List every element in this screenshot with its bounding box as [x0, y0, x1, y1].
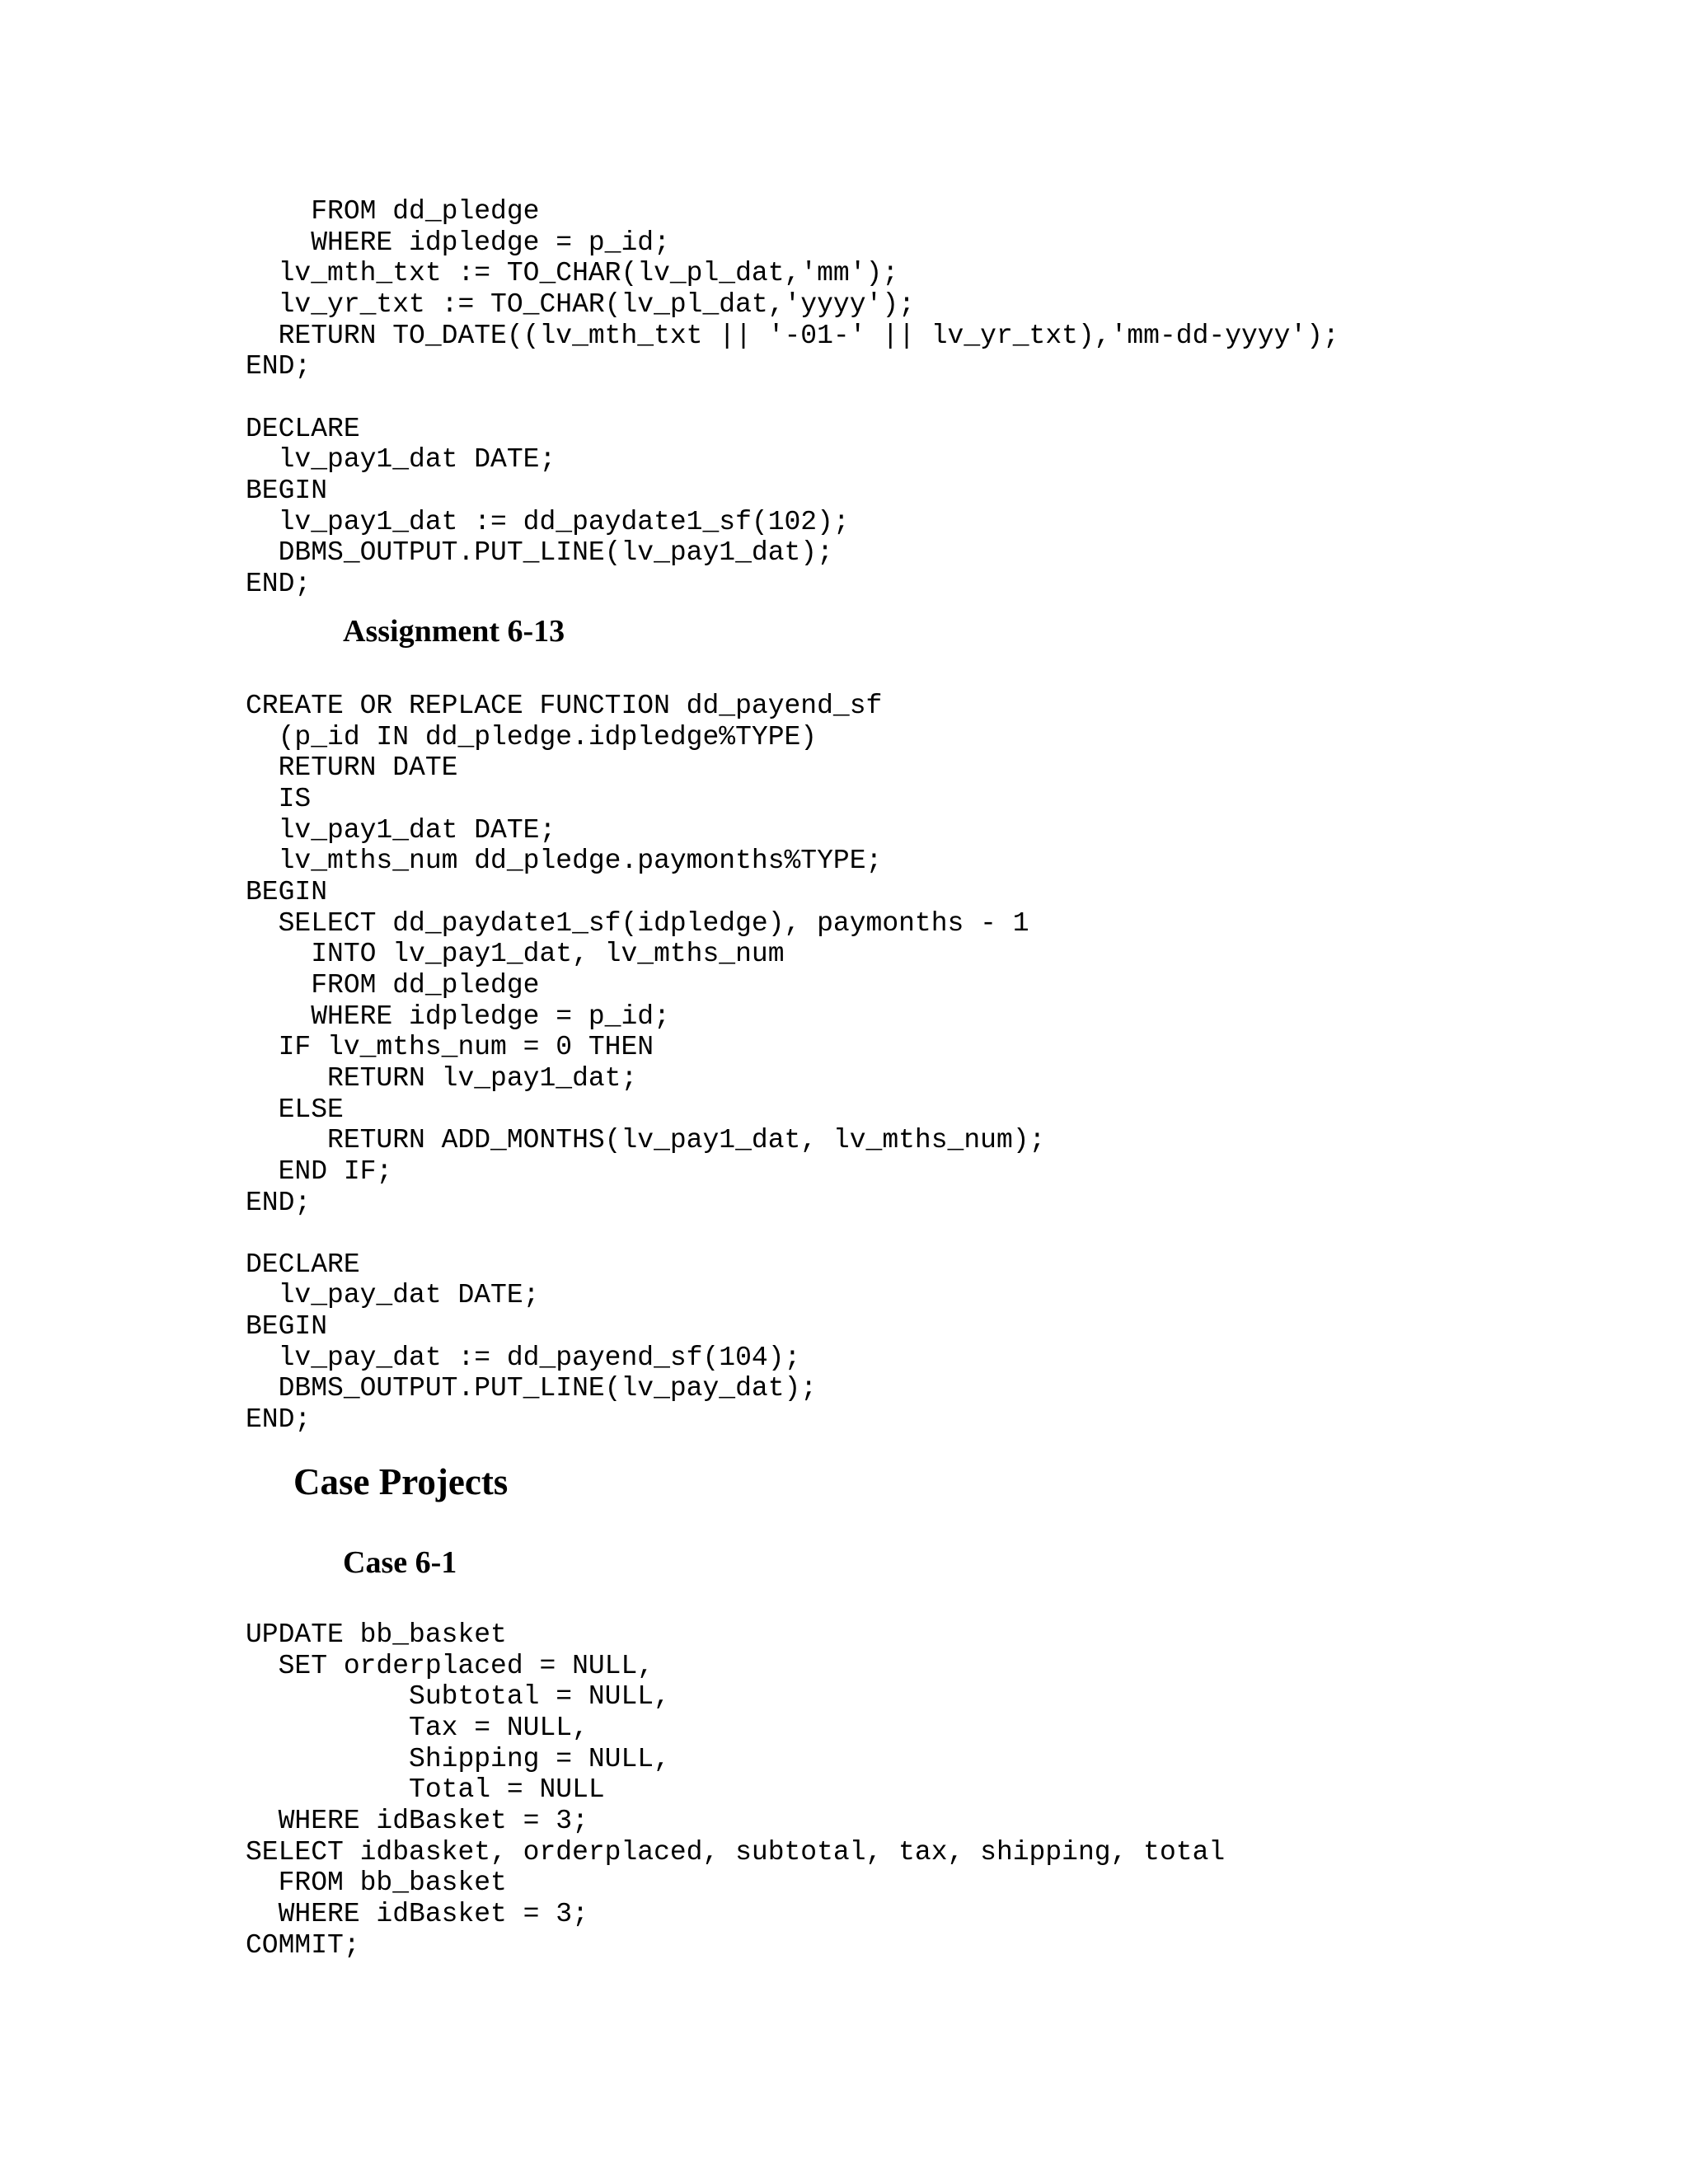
- code-block-paydate-function-end: FROM dd_pledge WHERE idpledge = p_id; lv_mth_txt := TO_CHAR(lv_pl_dat,'mm'); lv_yr_txt := TO_CHAR(lv_pl_dat,'yyyy'); RETURN TO_DATE((lv_mth_txt || '-01-' || lv_yr_txt),'mm-dd-yyyy'); END; DECLARE lv_pay1_dat DATE; BEGIN lv_pay1_dat := dd_paydate1_sf(102); DBMS_OUTPUT.PUT_LINE(lv_pay1_dat); END;: [246, 196, 1339, 599]
- code-block-basket-update: UPDATE bb_basket SET orderplaced = NULL, Subtotal = NULL, Tax = NULL, Shipping = NULL, Total = NULL WHERE idBasket = 3; SELECT idbasket, orderplaced, subtotal, tax, shipping, total FROM bb_basket WHERE idBasket = 3; COMMIT;: [246, 1619, 1226, 1961]
- code-block-payend-function: CREATE OR REPLACE FUNCTION dd_payend_sf (p_id IN dd_pledge.idpledge%TYPE) RETURN DATE IS lv_pay1_dat DATE; lv_mths_num dd_pledge.paymonths%TYPE; BEGIN SELECT dd_paydate1_sf(idpledge), paymonths - 1 INTO lv_pay1_dat, lv_mths_num FROM dd_pledge WHERE idpledge = p_id; IF lv_mths_num = 0 THEN RETURN lv_pay1_dat; ELSE RETURN ADD_MONTHS(lv_pay1_dat, lv_mths_num); END IF; END; DECLARE lv_pay_dat DATE; BEGIN lv_pay_dat := dd_payend_sf(104); DBMS_OUTPUT.PUT_LINE(lv_pay_dat); END;: [246, 691, 1046, 1436]
- case-6-1-heading: Case 6-1: [343, 1545, 457, 1580]
- case-projects-heading: Case Projects: [293, 1461, 509, 1502]
- assignment-6-13-heading: Assignment 6-13: [343, 614, 565, 649]
